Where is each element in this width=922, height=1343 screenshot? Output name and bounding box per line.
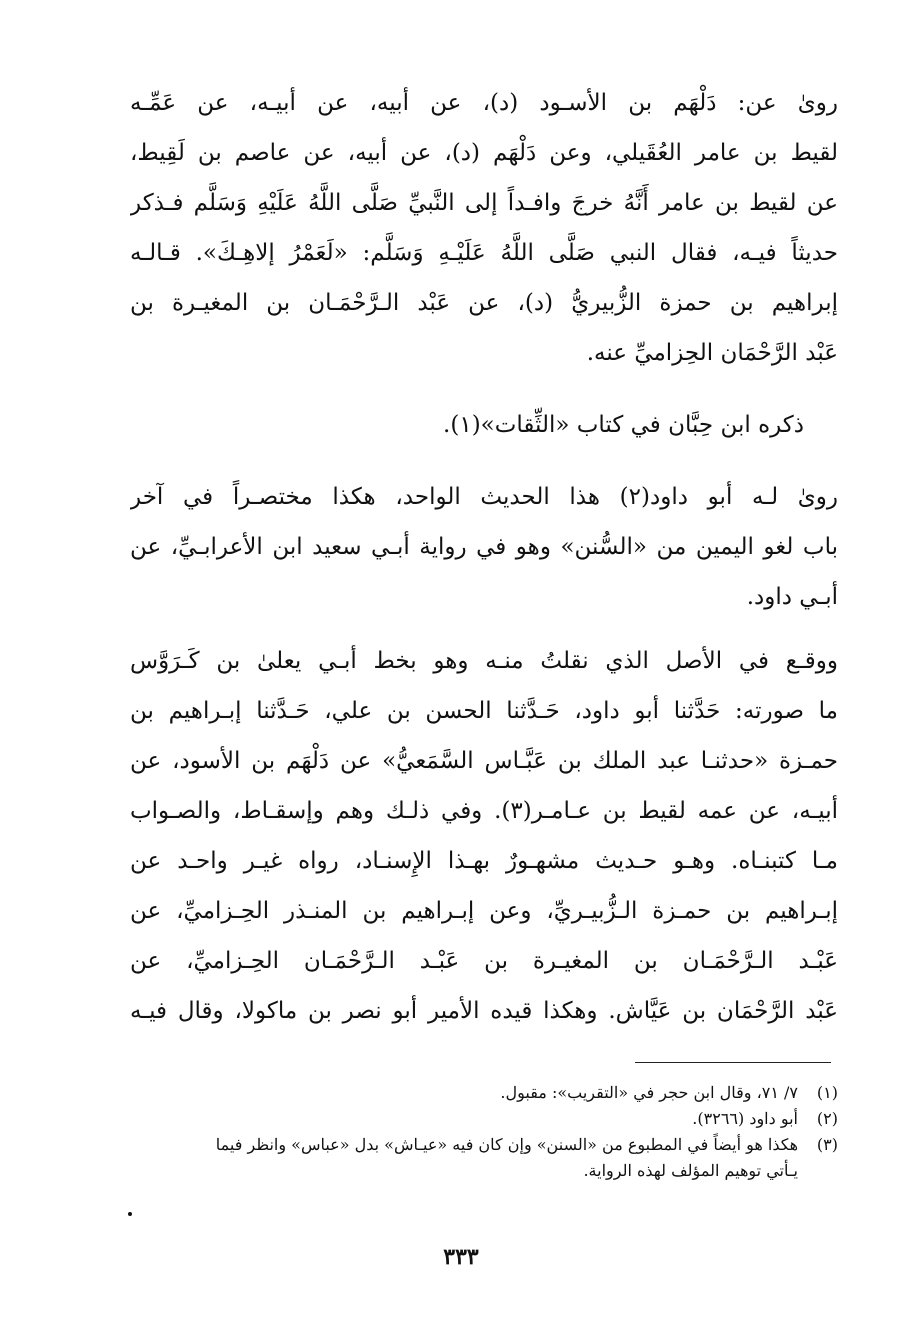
text-line: ووقـع في الأصل الذي نقلتُ منـه وهو بخط أبـي يعلىٰ بن كَـرَوَّس — [130, 648, 838, 674]
text-line: عَبْـد الـرَّحْمَـان بن المغيـرة بن عَبْـد الـرَّحْمَـان الحِـزاميِّ، عن — [130, 948, 838, 974]
text-line: روىٰ لـه أبو داود(٢) هذا الحديث الواحد، هكذا مختصـراً في آخر — [130, 484, 838, 510]
footnote-number: (٣) — [816, 1135, 838, 1154]
footnote-3 — [130, 1132, 838, 1184]
text-line: ما صورته: حَدَّثنا أبو داود، حَـدَّثنا الحسن بن علي، حَـدَّثنا إبـراهيم بن — [130, 698, 838, 724]
paragraph-3 — [130, 472, 838, 622]
footnote-1 — [130, 1080, 838, 1106]
paragraph-4 — [130, 636, 838, 1036]
text-line: روىٰ عن: دَلْهَم بن الأسـود (د)، عن أبيه، عن أبيـه، عن عَمِّـه — [130, 90, 838, 116]
paragraph-spacer — [130, 378, 838, 400]
text-line: إبراهيم بن حمزة الزُّبيريُّ (د)، عن عَبْد الـرَّحْمَـان بن المغيـرة بن — [130, 290, 838, 316]
page-number: ٣٣٣ — [443, 1244, 479, 1270]
footnote-text — [130, 1132, 798, 1184]
footnote-text — [130, 1080, 798, 1106]
text-line: أبيـه، عن عمه لقيط بن عـامـر(٣). وفي ذلـك وهم وإسقـاط، والصـواب — [130, 798, 838, 824]
footnote-2 — [130, 1106, 838, 1132]
text-line: حمـزة «حدثنـا عبد الملك بن عَبَّـاس السَّمَعيُّ» عن دَلْهَم بن الأسود، عن — [130, 748, 838, 774]
footnote-line: يـأتي توهيم المؤلف لهذه الرواية. — [583, 1161, 798, 1180]
text-line: عن لقيط بن عامر أَنَّهُ خرجَ وافـداً إلى النَّبيِّ صَلَّى اللَّهُ عَلَيْهِ وَسَلَّم فـذكر — [130, 190, 838, 216]
footnote-text — [130, 1106, 798, 1132]
paragraph-spacer — [130, 622, 838, 636]
paragraph-spacer — [130, 450, 838, 472]
text-line: حديثاً فيـه، فقال النبي صَلَّى اللَّهُ عَلَيْـهِ وَسَلَّم: «لَعَمْرُ إلاهِـكَ». قـالـه — [130, 240, 838, 266]
text-line: باب لغو اليمين من «السُّنن» وهو في رواية أبـي سعيد ابن الأعرابـيِّ، عن — [130, 534, 838, 560]
text-line: ذكره ابن حِبَّان في كتاب «الثِّقات»(١). — [443, 412, 804, 438]
footnote-number: (٢) — [816, 1109, 838, 1128]
text-line: إبـراهيم بن حمـزة الـزُّبيـريِّ، وعن إبـراهيم بن المنـذر الحِـزاميِّ، عن — [130, 898, 838, 924]
footnotes — [130, 1080, 838, 1184]
footnote-number: (١) — [816, 1083, 838, 1102]
text-line: أبـي داود. — [746, 584, 838, 610]
footnote-separator — [635, 1062, 831, 1063]
text-line: عَبْد الرَّحْمَان بن عَيَّاش. وهكذا قيده الأمير أبو نصر بن ماكولا، وقال فيـه — [130, 998, 838, 1024]
footnote-line: هكذا هو أيضاً في المطبوع من «السنن» وإن كان فيه «عيـاش» بدل «عباس» وانظر فيما — [215, 1135, 798, 1154]
ink-speck — [128, 1212, 132, 1216]
paragraph-1 — [130, 78, 838, 378]
text-line: لقيط بن عامر العُقَيلي، وعن دَلْهَم (د)، عن أبيه، عن عاصم بن لَقِيط، — [130, 140, 838, 166]
footnote-line: أبو داود (٣٢٦٦). — [692, 1109, 798, 1128]
footnote-line: ٧/ ٧١، وقال ابن حجر في «التقريب»: مقبول. — [500, 1083, 798, 1102]
paragraph-2 — [130, 400, 838, 450]
text-line: عَبْد الرَّحْمَان الحِزاميِّ عنه. — [586, 340, 838, 366]
text-line: مـا كتبنـاه. وهـو حـديث مشهـورٌ بهـذا الإِسنـاد، رواه غيـر واحـد عن — [130, 848, 838, 874]
main-text — [130, 78, 838, 1036]
